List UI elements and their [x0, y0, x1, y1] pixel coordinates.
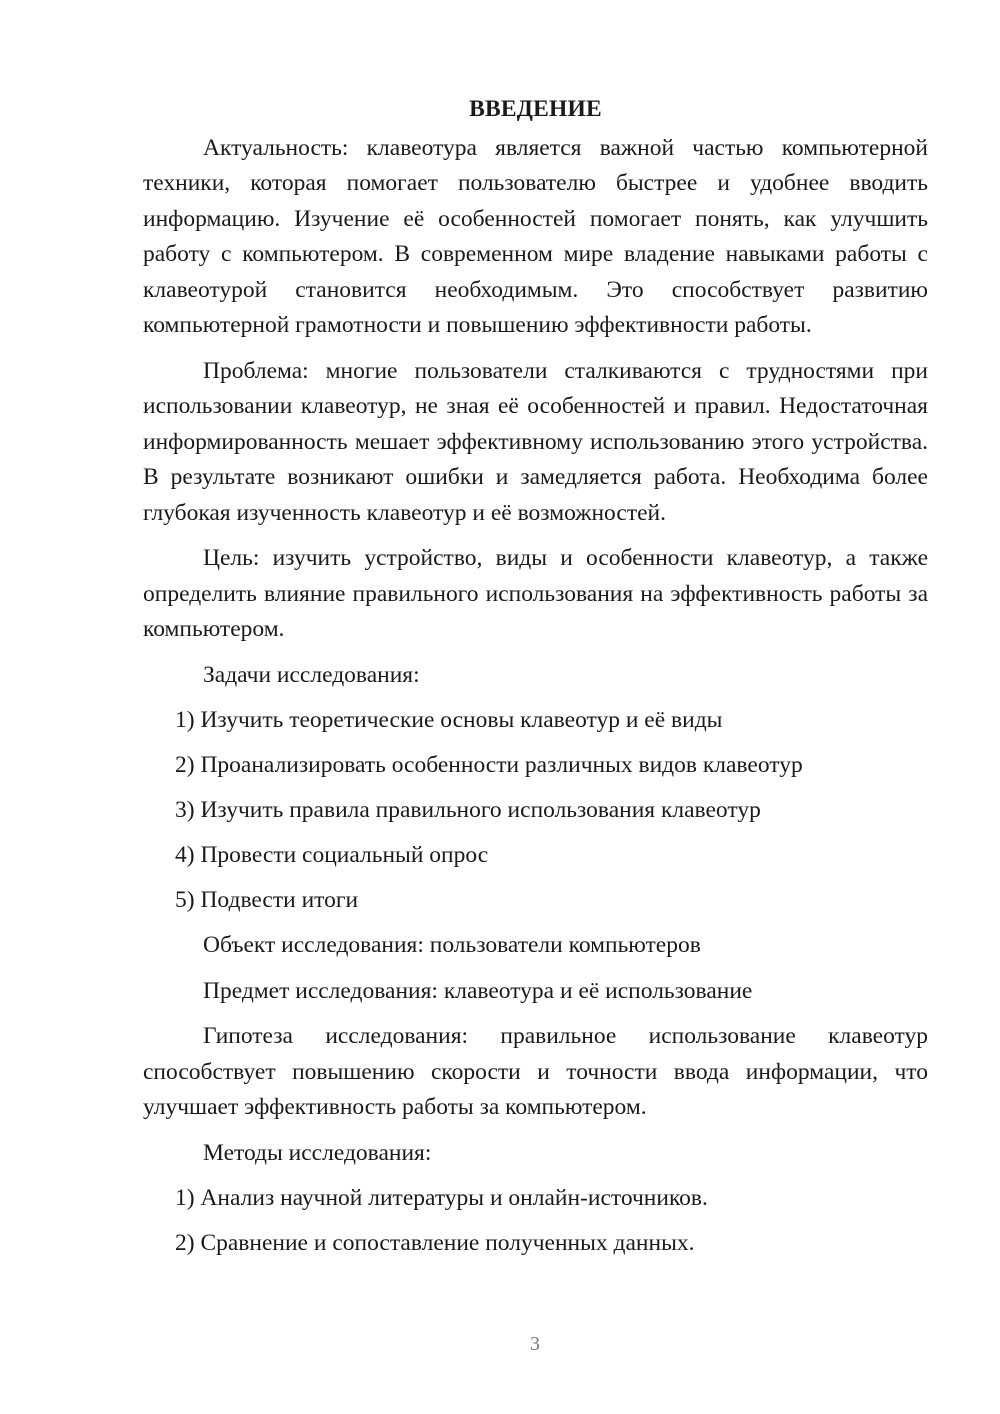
object-paragraph: Объект исследования: пользователи компьютеров — [203, 932, 701, 958]
hypothesis-paragraph: Гипотеза исследования: правильное использование клавеотур способствует повышению скорости и точности ввода информации, что улучшает эффективность работы за компьютером. — [143, 1023, 928, 1120]
list-item: 4) Провести социальный опрос — [175, 842, 489, 868]
page-number: 3 — [530, 1333, 540, 1355]
tasks-heading: Задачи исследования: — [203, 661, 420, 688]
section-title: ВВЕДЕНИЕ — [469, 96, 602, 122]
methods-heading: Методы исследования: — [203, 1139, 432, 1166]
list-item: 5) Подвести итоги — [175, 887, 359, 913]
subject-paragraph: Предмет исследования: клавеотура и её использование — [203, 977, 753, 1004]
list-item: 3) Изучить правила правильного использования клавеотур — [175, 797, 761, 823]
list-item: 1) Анализ научной литературы и онлайн-источников. — [175, 1185, 708, 1211]
problem-paragraph: Проблема: многие пользователи сталкиваются с трудностями при использовании клавеотур, не зная её особенностей и правил. Недостаточная информированность мешает эффективному использованию этого устройства. В результате возникают ошибки и замедляется работа. Необходима более глубокая изученность клавеотур и её возможностей. — [143, 357, 928, 526]
page-content — [143, 92, 928, 1271]
tasks-list — [143, 703, 928, 919]
methods-list — [143, 1181, 928, 1262]
list-item: 2) Сравнение и сопоставление полученных данных. — [175, 1230, 695, 1256]
list-item: 2) Проанализировать особенности различных видов клавеотур — [175, 752, 803, 778]
relevance-paragraph: Актуальность: клавеотура является важной частью компьютерной техники, которая помогает пользователю быстрее и удобнее вводить информацию. Изучение её особенностей помогает понять, как улучшить работу с компьютером. В современном мире владение навыками работы с клавеотурой становится необходимым. Это способствует развитию компьютерной грамотности и повышению эффективности работы. — [143, 134, 928, 338]
goal-paragraph: Цель: изучить устройство, виды и особенности клавеотур, а также определить влияние правильного использования на эффективность работы за компьютером. — [143, 545, 928, 642]
list-item: 1) Изучить теоретические основы клавеотур и её виды — [175, 707, 723, 733]
